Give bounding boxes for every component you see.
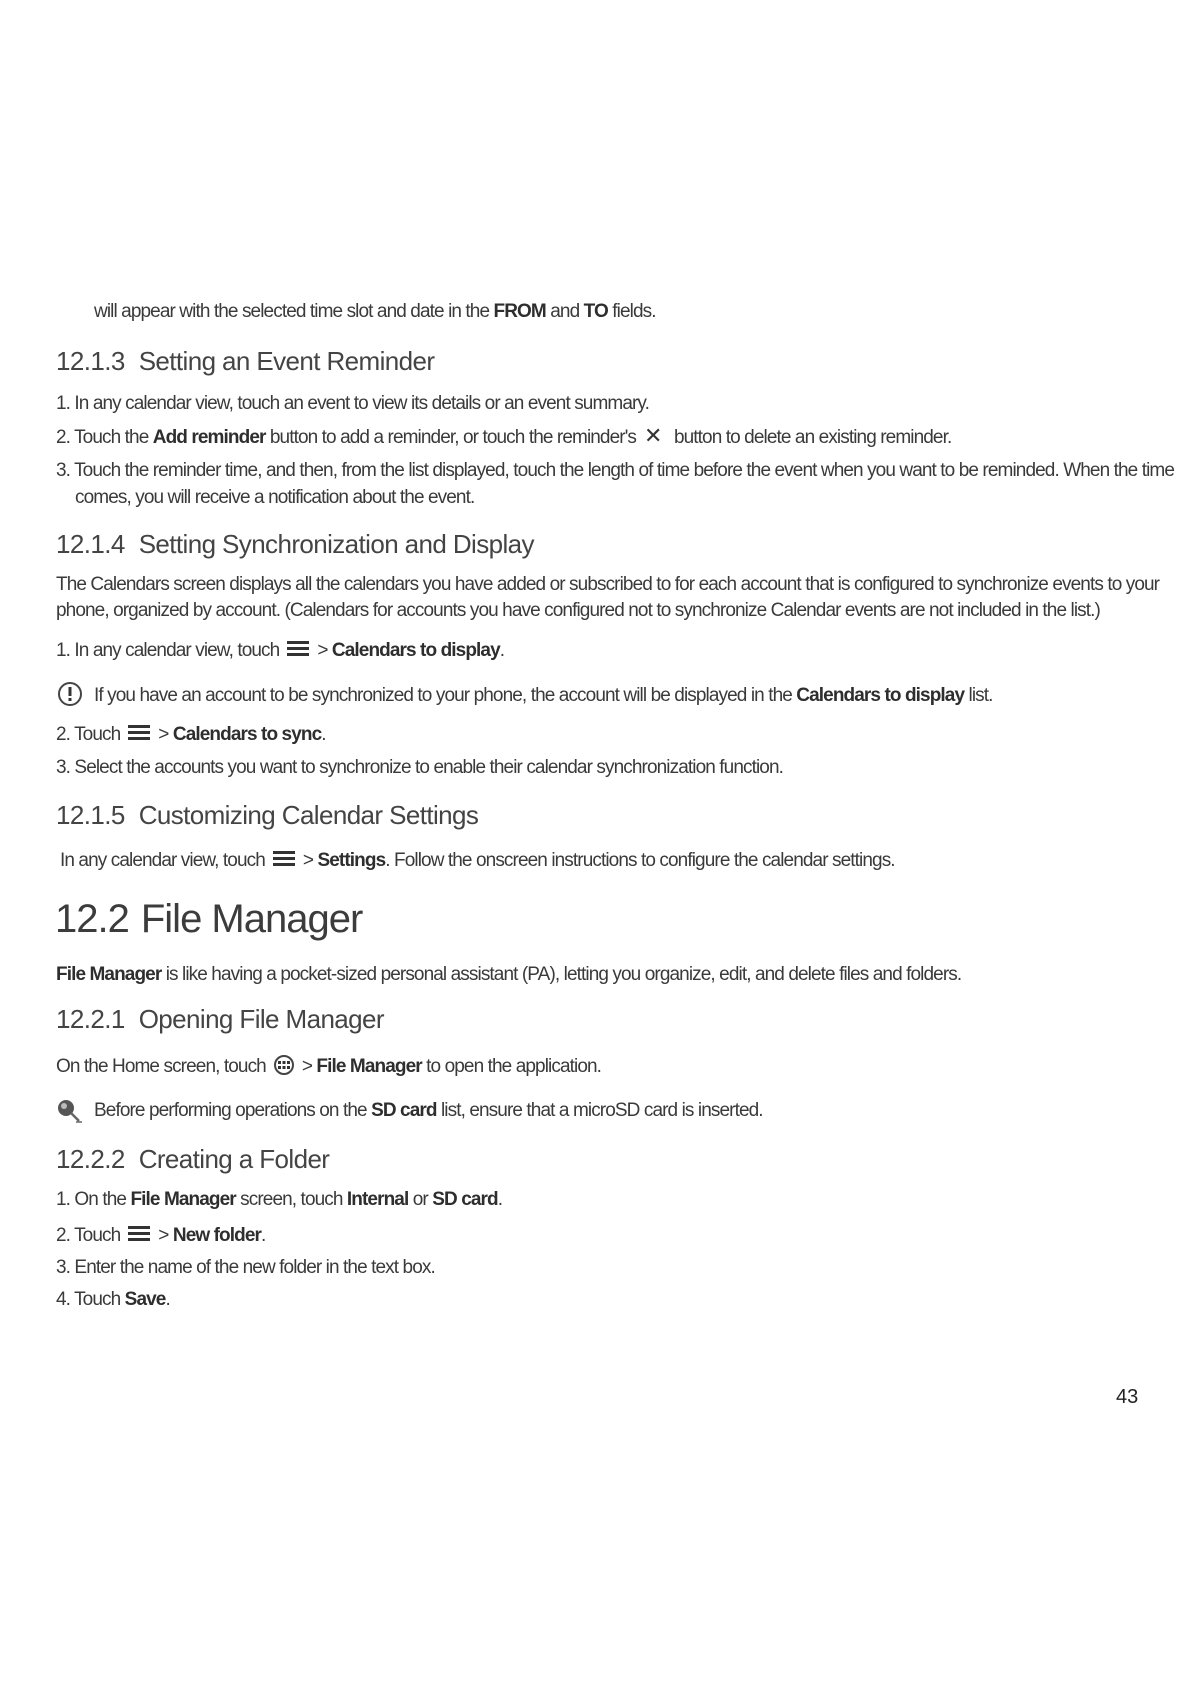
menu-icon [128,725,150,741]
heading-number: 12.2.1 [56,1004,125,1034]
file-manager-intro: File Manager is like having a pocket-sized personal assistant (PA), letting you organize, edit, and delete files and folders. [56,964,962,985]
heading-number: 12.1.4 [56,529,125,559]
step-3-reminder-time: 3. Touch the reminder time, and then, from the list displayed, touch the length of time before the event when you want to be reminded. When the time [56,460,1174,481]
heading-title: Creating a Folder [138,1144,330,1174]
close-icon: ✕ [644,423,662,448]
heading-12-1-5 [56,800,478,830]
step-4-save: 4. Touch Save. [56,1289,170,1310]
heading-12-2-2 [56,1144,329,1174]
heading-12-1-3 [56,346,434,376]
step-2-calendars-to-sync: 2. Touch > Calendars to sync. [56,724,326,745]
step-1-calendars-to-display: 1. In any calendar view, touch > Calendars to display. [56,640,505,661]
step-2-new-folder: 2. Touch > New folder. [56,1225,266,1246]
step-3-continued: comes, you will receive a notification about the event. [75,487,475,508]
page-number: 43 [1116,1386,1139,1408]
heading-12-2 [55,896,362,942]
heading-number: 12.1.3 [56,346,125,376]
step-3-enter-name: 3. Enter the name of the new folder in the text box. [56,1257,435,1278]
intro-line: will appear with the selected time slot and date in the FROM and TO fields. [94,301,656,322]
step-3-select-accounts: 3. Select the accounts you want to synchronize to enable their calendar synchronization function. [56,757,784,778]
step-2-add-reminder: 2. Touch the Add reminder button to add a reminder, or touch the reminder's ✕ button to delete an existing reminder. [56,423,952,449]
opening-file-manager-line: On the Home screen, touch > File Manager to open the application. [56,1056,602,1077]
heading-number: 12.1.5 [56,800,125,830]
note-calendars-to-display: If you have an account to be synchronized to your phone, the account will be displayed in the Calendars to display list. [94,685,993,706]
tip-icon [56,1098,84,1124]
step-1-internal-or-sd: 1. On the File Manager screen, touch Internal or SD card. [56,1189,503,1210]
paragraph-calendars-line-2: phone, organized by account. (Calendars for accounts you have configured not to synchronize Calendar events are not included in the list.) [56,600,1100,621]
menu-icon [287,641,309,657]
heading-title: Setting an Event Reminder [138,346,435,376]
heading-12-1-4 [56,529,534,559]
heading-number: 12.2 [55,897,129,941]
exclamation-note-icon [57,681,83,707]
heading-title: Setting Synchronization and Display [138,529,534,559]
step-1-view-event: 1. In any calendar view, touch an event to view its details or an event summary. [56,393,649,414]
heading-title: Opening File Manager [138,1004,384,1034]
paragraph-calendars-line-1: The Calendars screen displays all the calendars you have added or subscribed to for each account that is configured to synchronize events to your [56,574,1160,595]
heading-number: 12.2.2 [56,1144,125,1174]
apps-grid-icon [274,1055,294,1075]
menu-icon [128,1226,150,1242]
heading-title: File Manager [140,897,363,941]
menu-icon [273,851,295,867]
customizing-settings-line: In any calendar view, touch > Settings. Follow the onscreen instructions to configure the calendar settings. [60,850,895,871]
heading-12-2-1 [56,1004,384,1034]
heading-title: Customizing Calendar Settings [138,800,479,830]
tip-sd-card: Before performing operations on the SD card list, ensure that a microSD card is inserted. [94,1100,763,1121]
